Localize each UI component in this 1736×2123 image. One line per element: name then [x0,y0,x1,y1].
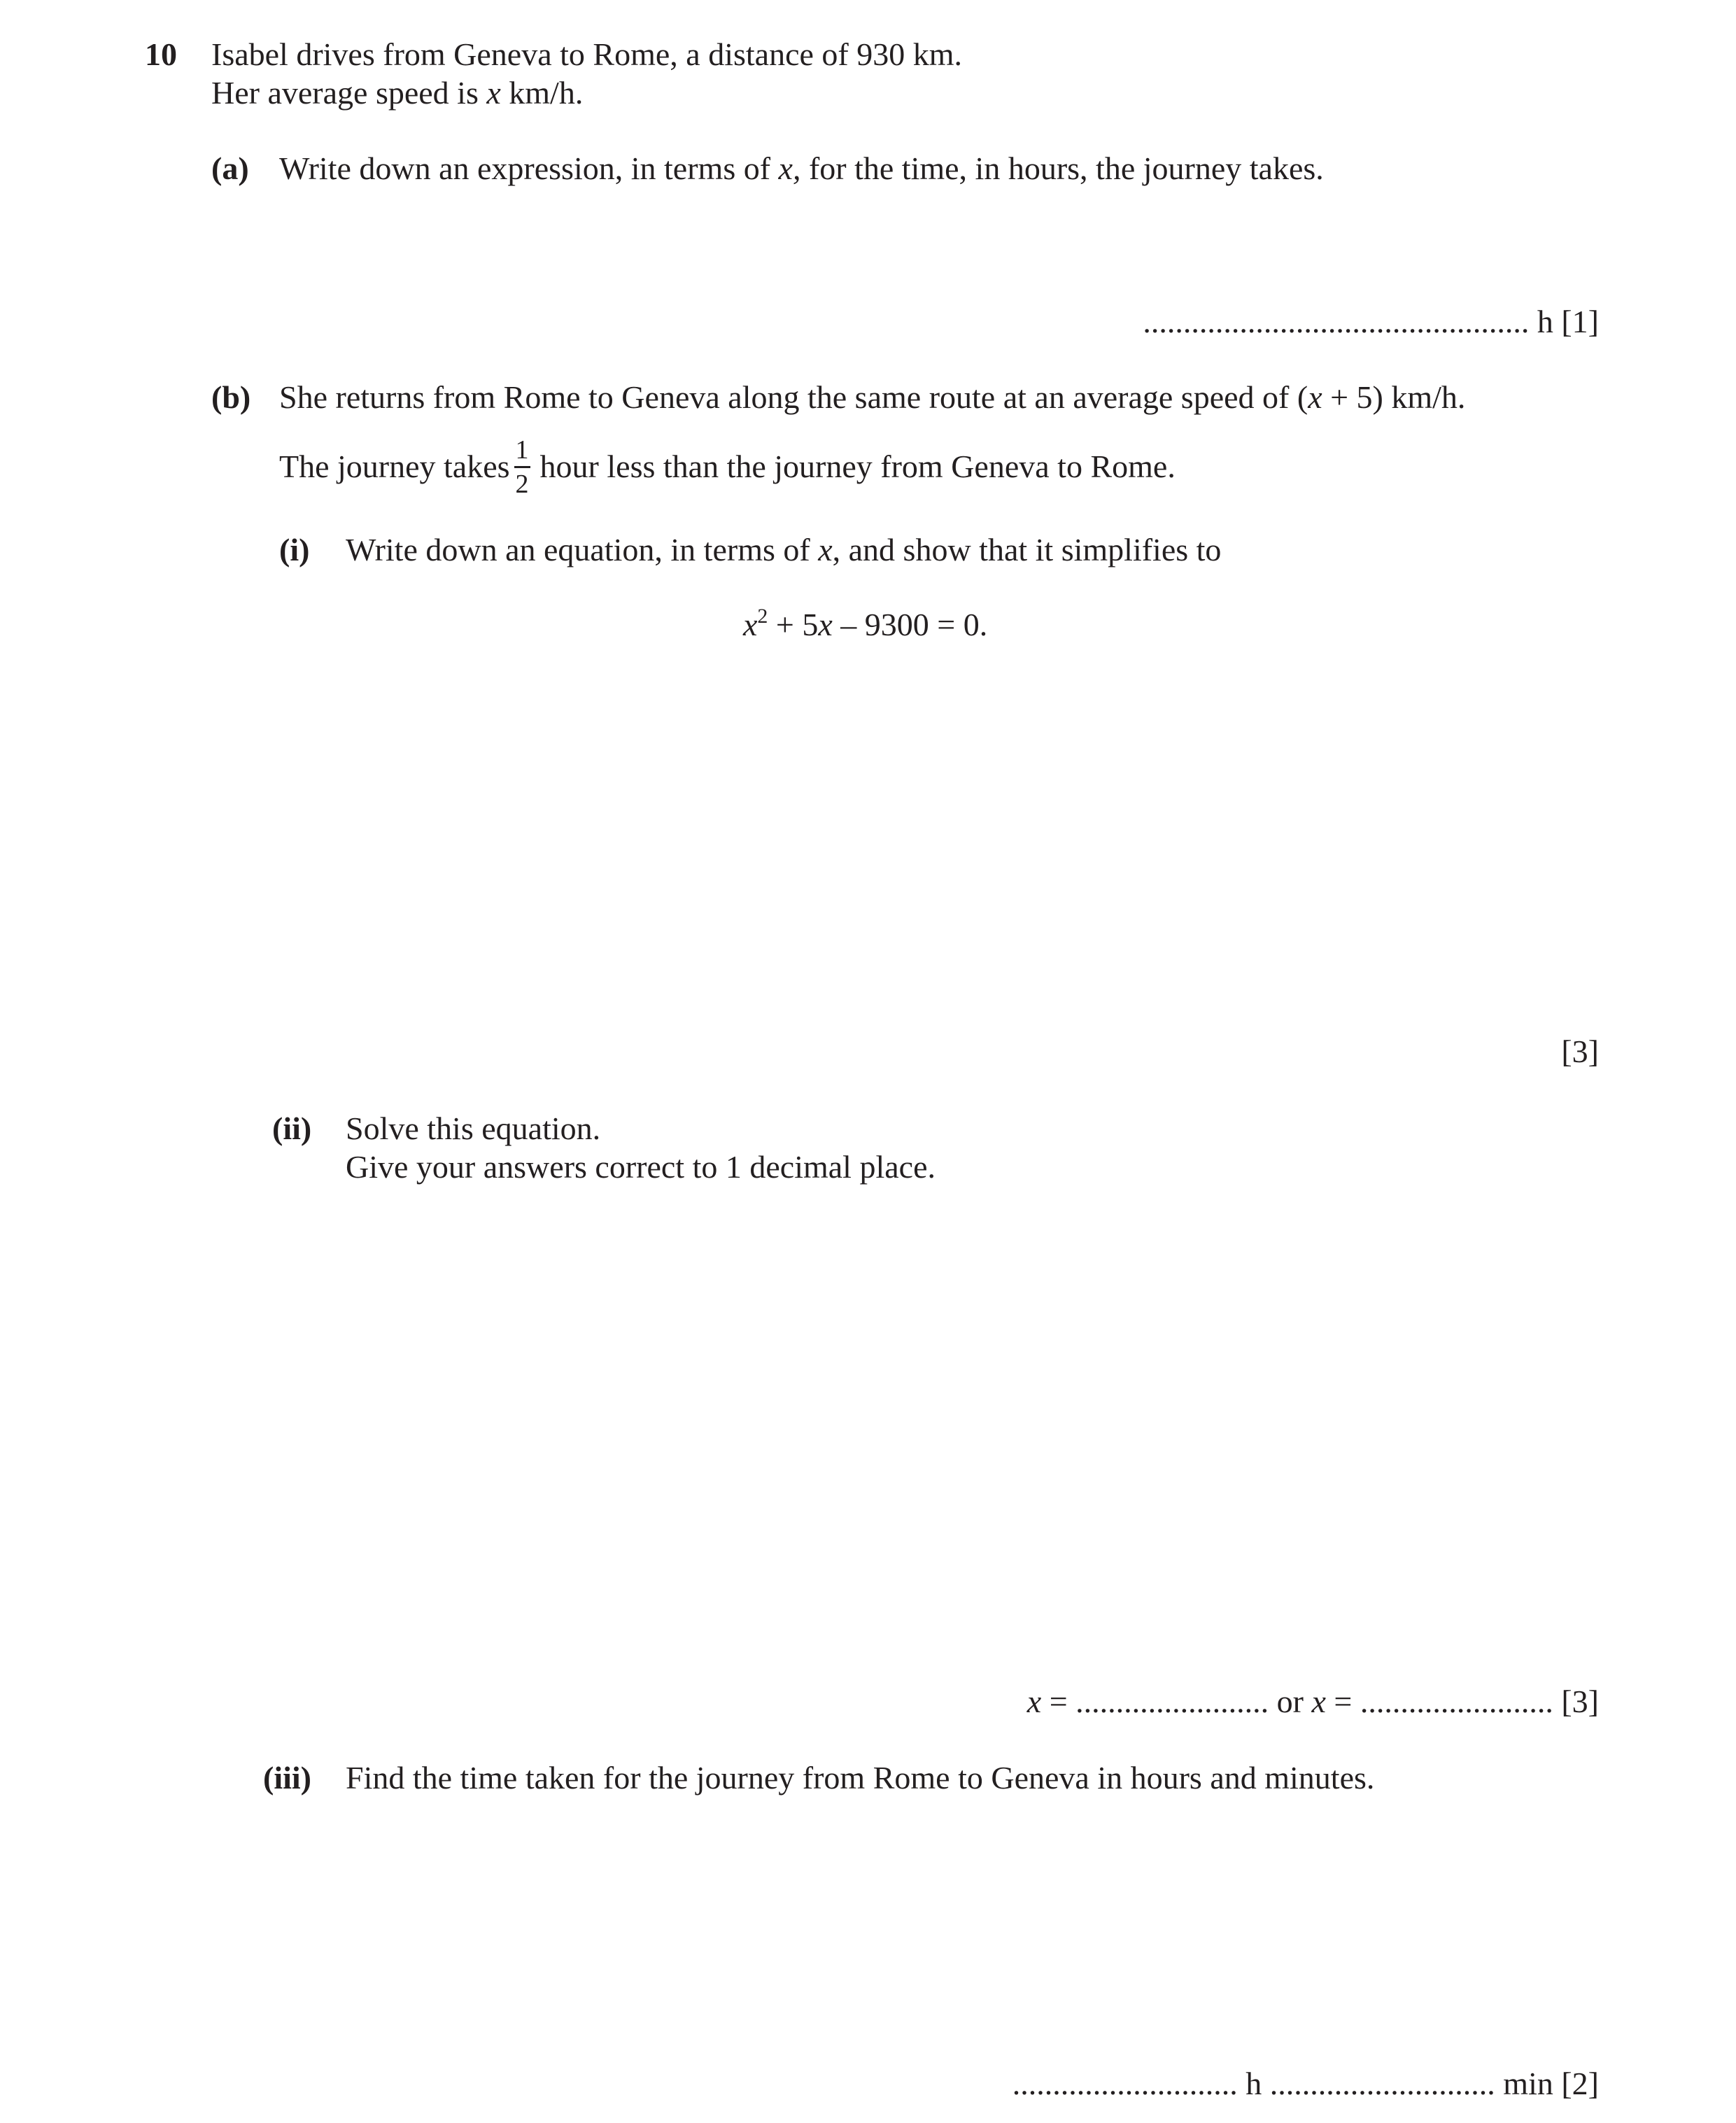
quadratic-equation: $x^2 + 5x - 9300 = 0$. [743,605,988,642]
part-b-iii-answer-line[interactable]: ............................ h ............................ min [2] [1012,2066,1599,2101]
marks: [2] [1561,2066,1599,2101]
part-b-i-question: Write down an equation, in terms of x, and show that it simplifies to [346,532,1222,567]
answer-dots-1[interactable]: ........................ [1075,1684,1269,1719]
part-b-i-label: (i) [279,532,310,567]
part-b-ii-label: (ii) [272,1110,312,1146]
part-a-answer-line[interactable]: ................................................ h [1] [1143,304,1599,339]
marks: [1] [1561,304,1599,339]
part-b-line-2: The journey takes $\frac{1}{2}$ hour less than the journey from Geneva to Rome. [279,435,1176,499]
part-b-ii-answer-line[interactable]: x = ........................ or x = ........................ [3] [1026,1684,1599,1719]
answer-dots-2[interactable]: ........................ [1360,1684,1553,1719]
question-number: 10 [145,36,177,72]
part-b-iii-question: Find the time taken for the journey from Rome to Geneva in hours and minutes. [346,1760,1375,1796]
part-b-iii-label: (iii) [263,1760,311,1796]
answer-dots-hours[interactable]: ............................ [1012,2066,1238,2101]
part-b-ii-line-1: Solve this equation. [346,1110,601,1146]
part-b-line-1: She returns from Rome to Geneva along the same route at an average speed of (x + 5) km/h. [279,379,1466,415]
question-intro-line-1: Isabel drives from Geneva to Rome, a distance of 930 km. [211,36,963,72]
answer-dots[interactable]: ................................................ [1143,304,1530,339]
question-intro-line-2: Her average speed is x km/h. [211,75,584,111]
part-b-label: (b) [211,379,251,415]
fraction-one-half: $\frac{1}{2}$ [515,435,529,499]
marks: [3] [1561,1684,1599,1719]
answer-dots-minutes[interactable]: ............................ [1269,2066,1495,2101]
part-b-ii-line-2: Give your answers correct to 1 decimal place. [346,1149,936,1185]
part-a-label: (a) [211,150,249,186]
part-a-question: Write down an expression, in terms of x, for the time, in hours, the journey takes. [279,150,1324,186]
variable-x: x [486,75,501,111]
part-b-i-marks: [3] [1561,1034,1599,1069]
